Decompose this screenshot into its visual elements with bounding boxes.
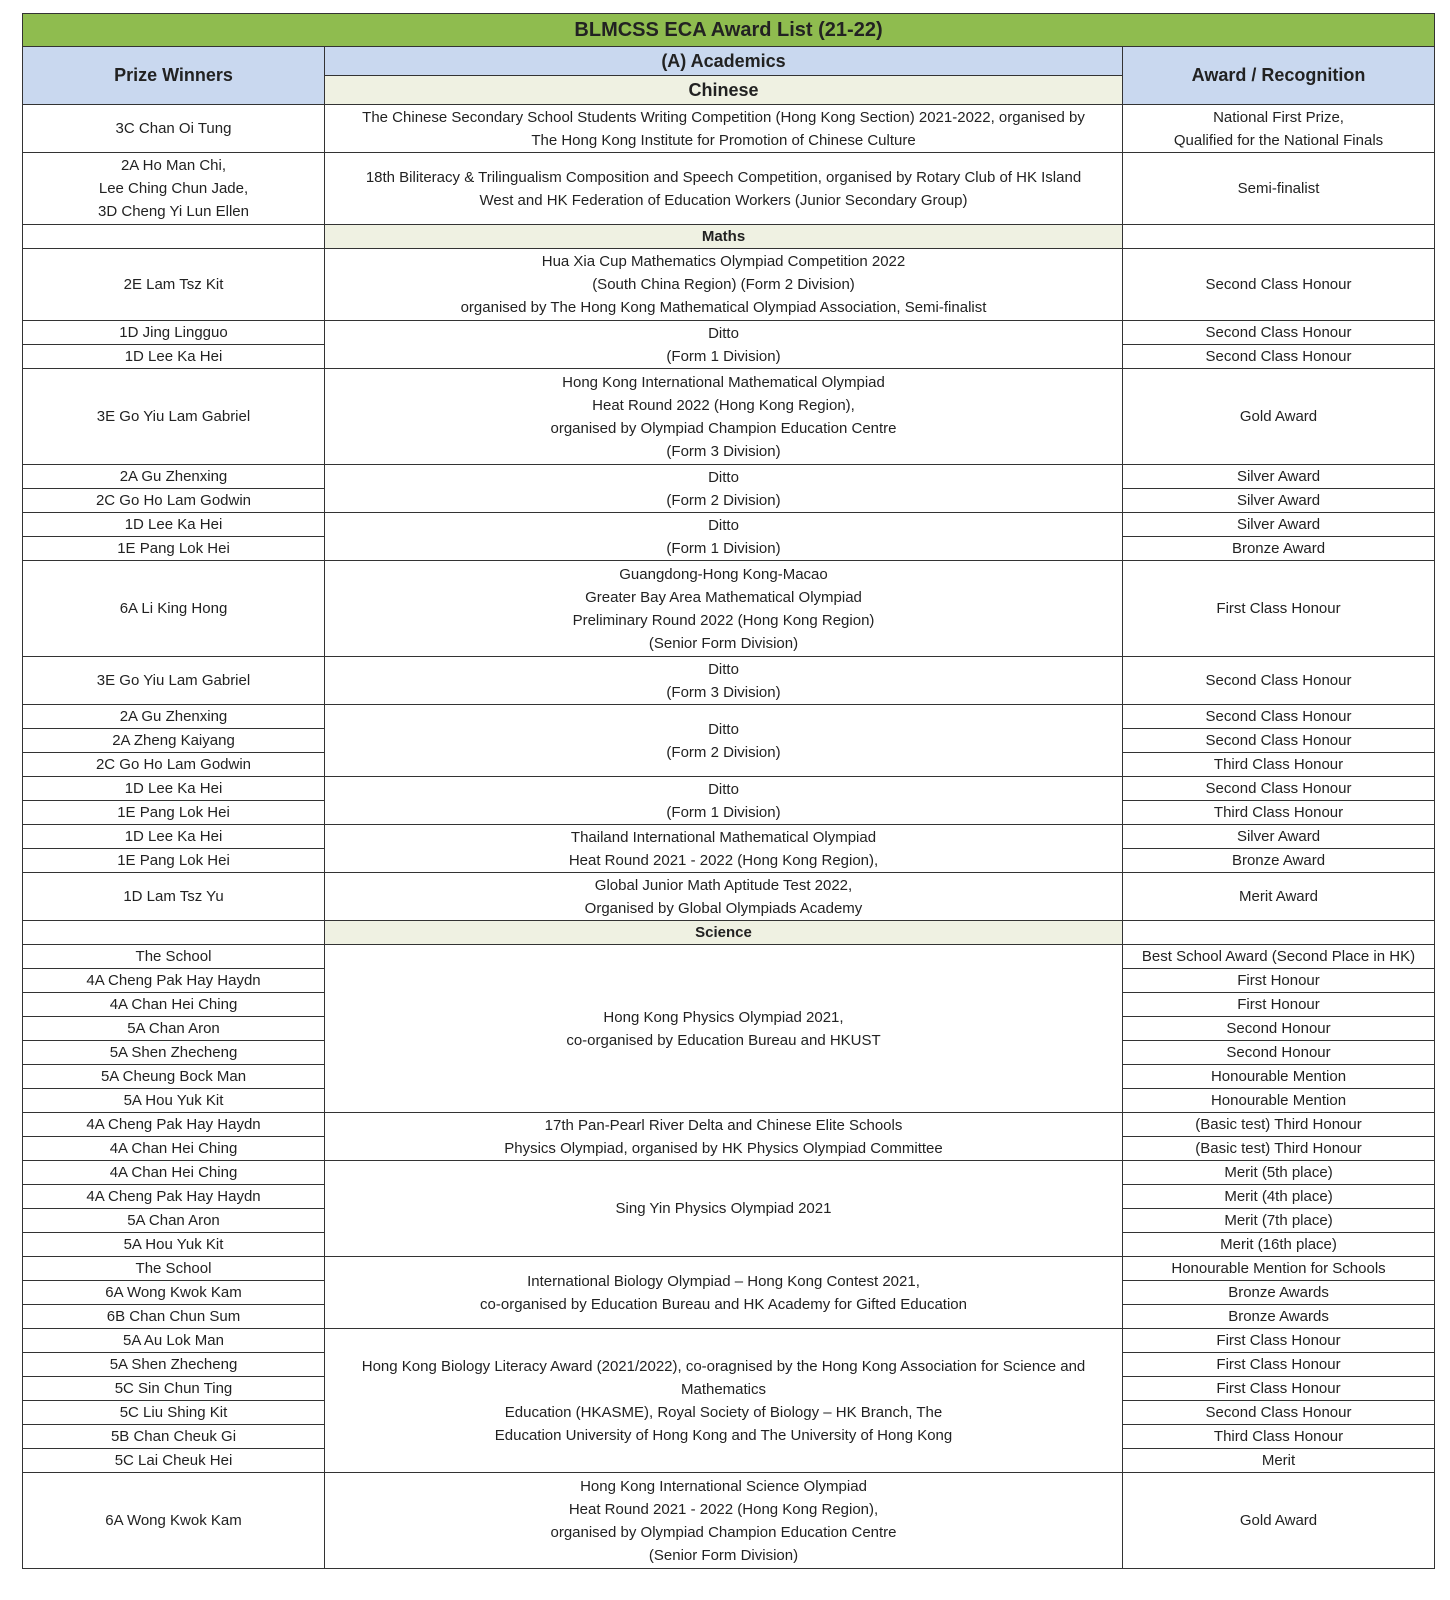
winner-cell: 4A Chan Hei Ching <box>23 1161 325 1185</box>
award-cell: First Class Honour <box>1123 561 1435 657</box>
award-cell: Gold Award <box>1123 369 1435 465</box>
table-row <box>23 777 1435 801</box>
table-row <box>23 657 1435 705</box>
winner-cell: 2C Go Ho Lam Godwin <box>23 489 325 513</box>
winner-cell: 2A Gu Zhenxing <box>23 705 325 729</box>
winner-cell: 6A Wong Kwok Kam <box>23 1473 325 1569</box>
event-cell: Guangdong-Hong Kong-Macao Greater Bay Area Mathematical Olympiad Preliminary Round 2022 (Hong Kong Region) (Senior Form Division) <box>325 561 1123 657</box>
table-row <box>23 561 1435 657</box>
award-cell: Third Class Honour <box>1123 753 1435 777</box>
header-award-recognition: Award / Recognition <box>1123 47 1435 105</box>
document-title: BLMCSS ECA Award List (21-22) <box>23 14 1435 47</box>
award-cell: Merit (4th place) <box>1123 1185 1435 1209</box>
award-cell: Third Class Honour <box>1123 801 1435 825</box>
event-cell: Ditto (Form 3 Division) <box>325 657 1123 705</box>
table-row <box>23 1161 1435 1185</box>
event-cell: Ditto (Form 2 Division) <box>325 465 1123 513</box>
award-cell: First Honour <box>1123 969 1435 993</box>
award-cell: Second Class Honour <box>1123 1401 1435 1425</box>
award-cell: Second Class Honour <box>1123 345 1435 369</box>
award-cell: First Honour <box>1123 993 1435 1017</box>
table-row <box>23 1329 1435 1353</box>
award-cell: Merit (16th place) <box>1123 1233 1435 1257</box>
winner-cell: The School <box>23 945 325 969</box>
event-cell: Hua Xia Cup Mathematics Olympiad Competition 2022 (South China Region) (Form 2 Division) organised by The Hong Kong Mathematical Olympiad Association, Semi-finalist <box>325 249 1123 321</box>
award-cell: First Class Honour <box>1123 1377 1435 1401</box>
winner-cell: 5A Cheung Bock Man <box>23 1065 325 1089</box>
table-row <box>23 1257 1435 1281</box>
winner-cell: 3C Chan Oi Tung <box>23 105 325 153</box>
winner-cell: 5A Hou Yuk Kit <box>23 1233 325 1257</box>
event-cell: The Chinese Secondary School Students Writing Competition (Hong Kong Section) 2021-2022, organised by The Hong Kong Institute for Promotion of Chinese Culture <box>325 105 1123 153</box>
subject-maths: Maths <box>325 225 1123 249</box>
table-row <box>23 321 1435 345</box>
winner-cell: 5A Shen Zhecheng <box>23 1041 325 1065</box>
event-cell: Thailand International Mathematical Olympiad Heat Round 2021 - 2022 (Hong Kong Region), <box>325 825 1123 873</box>
award-cell: Honourable Mention <box>1123 1089 1435 1113</box>
winner-cell: 5C Lai Cheuk Hei <box>23 1449 325 1473</box>
award-cell: Merit (7th place) <box>1123 1209 1435 1233</box>
award-cell: (Basic test) Third Honour <box>1123 1137 1435 1161</box>
winner-cell: 6A Li King Hong <box>23 561 325 657</box>
event-cell: 18th Biliteracy & Trilingualism Composition and Speech Competition, organised by Rotary Club of HK Island West and HK Federation of Education Workers (Junior Secondary Group) <box>325 153 1123 225</box>
event-cell: 17th Pan-Pearl River Delta and Chinese Elite Schools Physics Olympiad, organised by HK Physics Olympiad Committee <box>325 1113 1123 1161</box>
winner-cell: 4A Chan Hei Ching <box>23 1137 325 1161</box>
table-row <box>23 705 1435 729</box>
award-cell: Merit (5th place) <box>1123 1161 1435 1185</box>
event-cell: Hong Kong International Science Olympiad Heat Round 2021 - 2022 (Hong Kong Region), organised by Olympiad Champion Education Centre (Senior Form Division) <box>325 1473 1123 1569</box>
winner-cell: 1D Lee Ka Hei <box>23 513 325 537</box>
winner-cell: 1D Lee Ka Hei <box>23 777 325 801</box>
table-row <box>23 369 1435 465</box>
award-cell: Second Class Honour <box>1123 321 1435 345</box>
award-cell: Gold Award <box>1123 1473 1435 1569</box>
winner-cell: 1D Lee Ka Hei <box>23 345 325 369</box>
winner-cell: 1E Pang Lok Hei <box>23 537 325 561</box>
award-cell: Merit Award <box>1123 873 1435 921</box>
award-cell: Silver Award <box>1123 489 1435 513</box>
award-cell: Semi-finalist <box>1123 153 1435 225</box>
event-cell: Hong Kong Biology Literacy Award (2021/2022), co-oragnised by the Hong Kong Association for Science and Mathematics Education (HKASME), Royal Society of Biology – HK Branch, The Education University of Hong Kong and The University of Hong Kong <box>325 1329 1123 1473</box>
winner-cell: 5A Shen Zhecheng <box>23 1353 325 1377</box>
winner-cell: The School <box>23 1257 325 1281</box>
winner-cell: 6B Chan Chun Sum <box>23 1305 325 1329</box>
award-cell: Silver Award <box>1123 465 1435 489</box>
award-cell: Second Class Honour <box>1123 729 1435 753</box>
blank-cell <box>1123 921 1435 945</box>
award-cell: Merit <box>1123 1449 1435 1473</box>
winner-cell: 5A Chan Aron <box>23 1209 325 1233</box>
award-cell: Honourable Mention <box>1123 1065 1435 1089</box>
award-cell: Bronze Awards <box>1123 1305 1435 1329</box>
winner-cell: 6A Wong Kwok Kam <box>23 1281 325 1305</box>
winner-cell: 2E Lam Tsz Kit <box>23 249 325 321</box>
blank-cell <box>1123 225 1435 249</box>
table-row <box>23 873 1435 921</box>
winner-cell: 1D Lam Tsz Yu <box>23 873 325 921</box>
winner-cell: 1E Pang Lok Hei <box>23 801 325 825</box>
winner-cell: 5A Chan Aron <box>23 1017 325 1041</box>
award-cell: National First Prize, Qualified for the National Finals <box>1123 105 1435 153</box>
award-cell: Second Class Honour <box>1123 657 1435 705</box>
table-row <box>23 945 1435 969</box>
event-cell: International Biology Olympiad – Hong Kong Contest 2021, co-organised by Education Bureau and HK Academy for Gifted Education <box>325 1257 1123 1329</box>
event-cell: Global Junior Math Aptitude Test 2022, Organised by Global Olympiads Academy <box>325 873 1123 921</box>
winner-cell: 5B Chan Cheuk Gi <box>23 1425 325 1449</box>
event-cell: Ditto (Form 1 Division) <box>325 513 1123 561</box>
award-table <box>22 13 1435 1569</box>
event-cell: Ditto (Form 1 Division) <box>325 321 1123 369</box>
winner-cell: 5A Au Lok Man <box>23 1329 325 1353</box>
award-cell: Silver Award <box>1123 825 1435 849</box>
table-row <box>23 1113 1435 1137</box>
award-cell: Second Class Honour <box>1123 705 1435 729</box>
award-cell: First Class Honour <box>1123 1329 1435 1353</box>
winner-cell: 5C Sin Chun Ting <box>23 1377 325 1401</box>
header-prize-winners: Prize Winners <box>23 47 325 105</box>
event-cell: Hong Kong International Mathematical Olympiad Heat Round 2022 (Hong Kong Region), organised by Olympiad Champion Education Centre (Form 3 Division) <box>325 369 1123 465</box>
winner-cell: 4A Cheng Pak Hay Haydn <box>23 969 325 993</box>
table-row <box>23 825 1435 849</box>
subject-chinese: Chinese <box>325 76 1123 105</box>
award-cell: Second Honour <box>1123 1017 1435 1041</box>
award-cell: First Class Honour <box>1123 1353 1435 1377</box>
winner-cell: 2A Ho Man Chi, Lee Ching Chun Jade, 3D Cheng Yi Lun Ellen <box>23 153 325 225</box>
winner-cell: 2A Gu Zhenxing <box>23 465 325 489</box>
event-cell: Sing Yin Physics Olympiad 2021 <box>325 1161 1123 1257</box>
award-cell: Bronze Award <box>1123 849 1435 873</box>
winner-cell: 2A Zheng Kaiyang <box>23 729 325 753</box>
winner-cell: 3E Go Yiu Lam Gabriel <box>23 657 325 705</box>
blank-cell <box>23 921 325 945</box>
winner-cell: 4A Chan Hei Ching <box>23 993 325 1017</box>
award-cell: Honourable Mention for Schools <box>1123 1257 1435 1281</box>
header-section-academics: (A) Academics <box>325 47 1123 76</box>
award-cell: Bronze Awards <box>1123 1281 1435 1305</box>
winner-cell: 5A Hou Yuk Kit <box>23 1089 325 1113</box>
winner-cell: 1D Lee Ka Hei <box>23 825 325 849</box>
table-row <box>23 153 1435 225</box>
table-row <box>23 513 1435 537</box>
winner-cell: 4A Cheng Pak Hay Haydn <box>23 1185 325 1209</box>
award-cell: Best School Award (Second Place in HK) <box>1123 945 1435 969</box>
winner-cell: 1E Pang Lok Hei <box>23 849 325 873</box>
winner-cell: 5C Liu Shing Kit <box>23 1401 325 1425</box>
table-row <box>23 105 1435 153</box>
winner-cell: 1D Jing Lingguo <box>23 321 325 345</box>
table-row <box>23 249 1435 321</box>
winner-cell: 2C Go Ho Lam Godwin <box>23 753 325 777</box>
table-row <box>23 1473 1435 1569</box>
event-cell: Hong Kong Physics Olympiad 2021, co-organised by Education Bureau and HKUST <box>325 945 1123 1113</box>
table-row <box>23 465 1435 489</box>
award-cell: Second Class Honour <box>1123 777 1435 801</box>
award-cell: Bronze Award <box>1123 537 1435 561</box>
award-cell: Second Honour <box>1123 1041 1435 1065</box>
award-cell: (Basic test) Third Honour <box>1123 1113 1435 1137</box>
subject-science: Science <box>325 921 1123 945</box>
winner-cell: 3E Go Yiu Lam Gabriel <box>23 369 325 465</box>
award-list-document <box>22 13 1434 1569</box>
event-cell: Ditto (Form 1 Division) <box>325 777 1123 825</box>
winner-cell: 4A Cheng Pak Hay Haydn <box>23 1113 325 1137</box>
event-cell: Ditto (Form 2 Division) <box>325 705 1123 777</box>
award-cell: Third Class Honour <box>1123 1425 1435 1449</box>
blank-cell <box>23 225 325 249</box>
award-cell: Second Class Honour <box>1123 249 1435 321</box>
award-cell: Silver Award <box>1123 513 1435 537</box>
